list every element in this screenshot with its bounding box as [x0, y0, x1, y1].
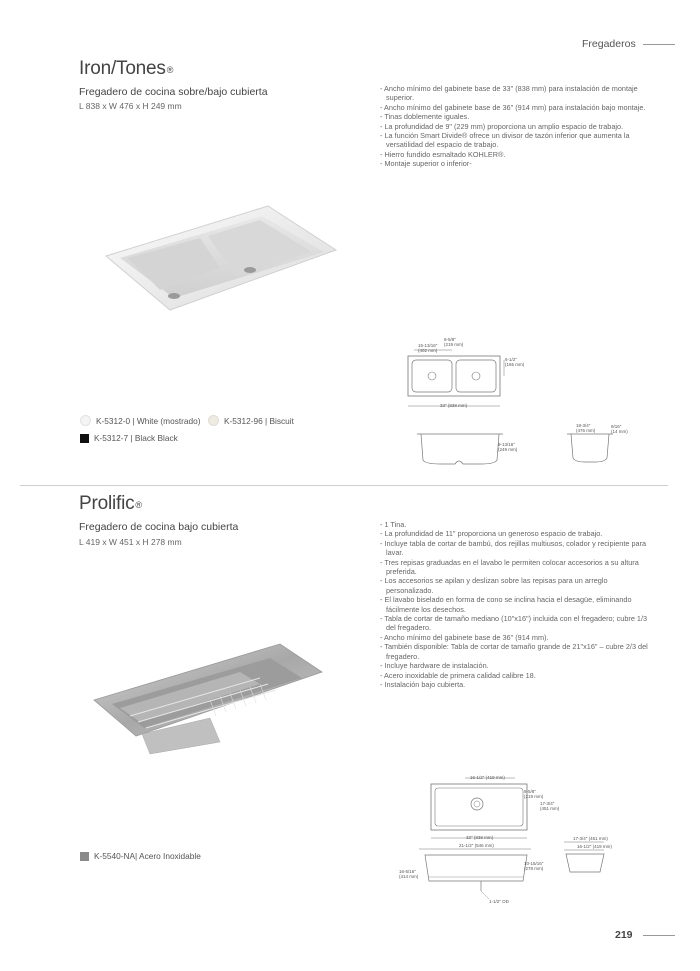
registered-mark: ® [135, 500, 142, 510]
variant-white [80, 415, 201, 426]
feature-item: - Montaje superior o inferior- [380, 159, 472, 169]
feature-item: - Hierro fundido esmaltado KOHLER®. [380, 149, 506, 159]
feature-item: - Los accesorios se apilan y deslizan sobre las repisas para un arreglo personalizado. [380, 576, 608, 595]
dim-label-right-b: 16-1/2" (419 mm) [577, 844, 612, 849]
feature-item: - Incluye tabla de cortar de bambú, dos rejillas multiusos, colador y recipiente para lavar. [380, 538, 647, 558]
dim-label-top: 15-13/16" (402 mm) [418, 343, 438, 353]
prolific-front-drawing [415, 845, 535, 907]
feature-item: - Instalación bajo cubierta. [380, 679, 466, 689]
footer-rule [643, 935, 675, 936]
feature-item: - La profundidad de 11" proporciona un generoso espacio de trabajo. [380, 529, 603, 539]
feature-item: - También disponible: Tabla de cortar de tamaño grande de 21"x16" – cubre 2/3 del fregadero. [380, 642, 648, 661]
variant-stainless [80, 851, 201, 861]
product-dimensions: L 419 x W 451 x H 278 mm [79, 537, 182, 547]
feature-item: - La función Smart Divide® ofrece un divisor de tazón inferior que aumenta la versatilidad del espacio de trabajo. [380, 131, 630, 150]
variant-label: K-5312-0 | White (mostrado) [96, 415, 201, 426]
color-swatch [80, 852, 89, 861]
dim-label-top: 16-1/2" (419 mm) [470, 775, 505, 780]
variant-label: K-5312-96 | Biscuit [224, 415, 294, 426]
dim-label-depth: 6-1/2" (165 mm) [505, 357, 525, 367]
feature-list [380, 520, 655, 689]
feature-item: - 1 Tina. [380, 520, 407, 529]
feature-item: - Ancho mínimo del gabinete base de 33" (838 mm) para instalación de montaje superior. [380, 84, 638, 103]
product-title-prolific [79, 493, 142, 515]
variant-biscuit [208, 415, 294, 426]
header-rule [643, 44, 675, 45]
product-title-irontones [79, 58, 173, 80]
feature-item: - El lavabo biselado en forma de cono se inclina hacia el desagüe, eliminando fácilmente los desechos. [380, 595, 632, 614]
page-number: 219 [615, 929, 633, 941]
dim-label-inner: 21-1/2" (546 mm) [459, 843, 494, 848]
color-swatch [80, 434, 89, 443]
section-divider [20, 485, 668, 486]
dim-label-side: 17-3/4" (451 mm) [540, 801, 560, 811]
feature-list [380, 84, 655, 169]
color-swatch [208, 415, 219, 426]
dim-label-bowl: 8-5/8" (219 mm) [444, 337, 464, 347]
product-dimensions: L 838 x W 476 x H 249 mm [79, 101, 182, 111]
feature-item: - Tres repisas graduadas en el lavabo le permiten colocar accesorios a su altura preferida. [380, 557, 639, 577]
irontones-front-drawing [415, 430, 505, 470]
feature-item: - Acero inoxidable de primera calidad calibre 18. [380, 670, 536, 680]
product-name: Iron/Tones [79, 58, 166, 79]
dim-label-height: 9-13/16" (249 mm) [498, 442, 518, 452]
feature-item: - Ancho mínimo del gabinete base de 36" (914 mm) para instalación bajo montaje. [380, 102, 646, 112]
feature-item: - Incluye hardware de instalación. [380, 661, 489, 671]
dim-label-side-depth: 18-3/4" (476 mm) [576, 423, 596, 433]
section-label: Fregaderos [582, 38, 636, 50]
dim-label-drain-od: 1-1/2" OD [489, 899, 509, 904]
feature-item: - Tinas doblemente iguales. [380, 112, 470, 122]
dim-label-overall: 33" (838 mm) [440, 403, 468, 408]
irontones-side-drawing [565, 430, 615, 466]
feature-item: - La profundidad de 9" (229 mm) proporciona un amplio espacio de trabajo. [380, 121, 624, 131]
variant-black [80, 433, 178, 443]
irontones-sink-photo [100, 198, 340, 316]
dim-label-drain: 8-5/8" (219 mm) [524, 789, 544, 799]
variant-label: K-5540-NA| Acero Inoxidable [94, 851, 201, 861]
feature-item: - Ancho mínimo del gabinete base de 36" (914 mm). [380, 632, 549, 642]
product-subtitle: Fregadero de cocina bajo cubierta [79, 521, 239, 533]
feature-item: - Tabla de cortar de tamaño mediano (10"x16") incluida con el fregadero; cubre 1/3 del fregadero. [380, 614, 648, 633]
registered-mark: ® [166, 65, 174, 75]
dim-label-left: 16-5/16" (414 mm) [399, 869, 419, 879]
prolific-sink-photo [90, 638, 325, 756]
product-subtitle: Fregadero de cocina sobre/bajo cubierta [79, 86, 268, 98]
dim-label-side-lip: 9/16" (14 mm) [611, 424, 628, 434]
dim-label-overall: 33" (838 mm) [466, 835, 494, 840]
dim-label-height: 10-15/16" (278 mm) [524, 861, 544, 871]
color-swatch [80, 415, 91, 426]
variant-label: K-5312-7 | Black Black [94, 433, 178, 443]
product-name: Prolific [79, 493, 135, 514]
dim-label-right-a: 17-3/4" (451 mm) [573, 836, 608, 841]
